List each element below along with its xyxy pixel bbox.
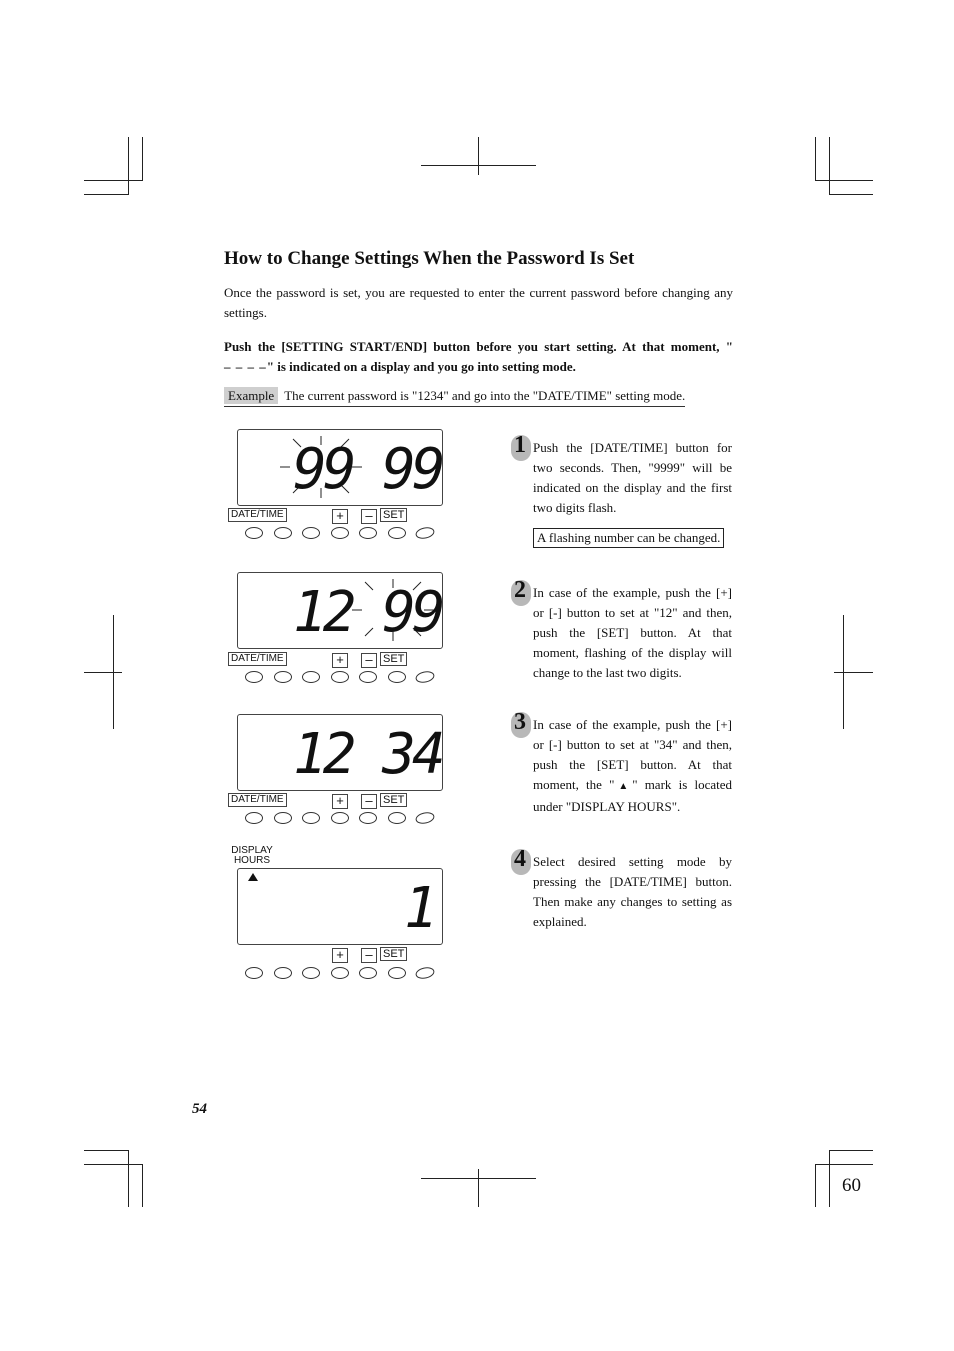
section-title: How to Change Settings When the Password Is Set bbox=[224, 248, 635, 269]
panel-button bbox=[332, 813, 349, 824]
minus-button[interactable]: – bbox=[361, 948, 377, 963]
crop-mark bbox=[421, 1178, 536, 1179]
dash-display: – – – – bbox=[224, 359, 267, 374]
panel-button bbox=[275, 968, 292, 979]
crop-mark bbox=[829, 137, 830, 195]
crop-mark bbox=[128, 1150, 129, 1207]
crop-mark bbox=[815, 180, 873, 181]
crop-mark bbox=[815, 137, 816, 181]
panel-button bbox=[389, 672, 406, 683]
button-row bbox=[244, 966, 444, 980]
panel-button bbox=[389, 968, 406, 979]
panel-button bbox=[360, 968, 377, 979]
crop-mark bbox=[142, 1164, 143, 1207]
step-text: Select desired setting mode by pressing the [DATE/TIME] button. Then make any changes to setting as explained. bbox=[533, 854, 732, 929]
lcd-digits bbox=[238, 430, 442, 505]
lcd-value-text: 12 34 bbox=[293, 722, 442, 787]
flashing-note: A flashing number can be changed. bbox=[533, 528, 724, 548]
set-label: SET bbox=[380, 947, 407, 961]
set-label: SET bbox=[380, 508, 407, 522]
crop-mark bbox=[478, 1169, 479, 1207]
crop-mark bbox=[815, 1164, 873, 1165]
lcd-display bbox=[237, 429, 443, 506]
panel-button bbox=[360, 672, 377, 683]
date-time-label: DATE/TIME bbox=[228, 508, 287, 522]
crop-mark bbox=[478, 137, 479, 175]
lcd-value-text: 12 99 bbox=[293, 580, 442, 645]
crop-mark bbox=[834, 672, 873, 673]
display-hours-line2: HOURS bbox=[233, 855, 271, 866]
button-row bbox=[244, 811, 444, 825]
panel-button bbox=[360, 813, 377, 824]
crop-mark bbox=[829, 1150, 830, 1207]
panel-button bbox=[332, 528, 349, 539]
triangle-mark-icon: ▲ bbox=[614, 781, 633, 792]
panel-button bbox=[332, 672, 349, 683]
lcd-value-text: 1 bbox=[404, 876, 438, 941]
panel-button bbox=[246, 968, 263, 979]
panel-button bbox=[415, 811, 435, 825]
sheet-number: 60 bbox=[842, 1175, 861, 1196]
panel-button bbox=[303, 968, 320, 979]
panel-button bbox=[415, 670, 435, 684]
date-time-label: DATE/TIME bbox=[228, 793, 287, 807]
setting-instruction bbox=[224, 337, 733, 377]
set-label: SET bbox=[380, 793, 407, 807]
panel-button bbox=[246, 672, 263, 683]
crop-mark bbox=[829, 1150, 873, 1151]
lcd-digits bbox=[238, 715, 442, 790]
lcd-display bbox=[237, 868, 443, 945]
display-hours-line1: DISPLAY bbox=[231, 845, 273, 856]
panel-button bbox=[275, 672, 292, 683]
step-text bbox=[533, 715, 732, 817]
step-number: 3 bbox=[508, 709, 532, 739]
step-3-text-before: In case of the example, push the [+] or [-] button to set at "34" and then, push the [SET] button. At that moment, the " bbox=[533, 717, 732, 792]
panel-button bbox=[389, 528, 406, 539]
minus-button[interactable]: – bbox=[361, 653, 377, 668]
panel-button bbox=[389, 813, 406, 824]
step-number: 1 bbox=[508, 432, 532, 462]
lcd-display bbox=[237, 572, 443, 649]
crop-mark bbox=[84, 1150, 129, 1151]
crop-mark bbox=[128, 137, 129, 195]
display-hours-label bbox=[231, 846, 273, 866]
step-number: 2 bbox=[508, 577, 532, 607]
instruction-part1: Push the [SETTING START/END] button before you start setting. At that moment, " bbox=[224, 339, 733, 354]
set-label: SET bbox=[380, 652, 407, 666]
crop-mark bbox=[815, 1164, 816, 1207]
plus-button[interactable]: + bbox=[332, 653, 348, 668]
crop-mark bbox=[84, 180, 142, 181]
intro-paragraph: Once the password is set, you are requested to enter the current password before changing any settings. bbox=[224, 285, 733, 320]
crop-mark bbox=[84, 1164, 142, 1165]
minus-button[interactable]: – bbox=[361, 794, 377, 809]
example-tag: Example bbox=[224, 387, 278, 404]
lcd-display bbox=[237, 714, 443, 791]
panel-button bbox=[332, 968, 349, 979]
minus-button[interactable]: – bbox=[361, 509, 377, 524]
panel-button bbox=[360, 528, 377, 539]
panel-button bbox=[415, 526, 435, 540]
step-text: In case of the example, push the [+] or [-] button to set at "12" and then, push the [SET] button. At that moment, flashing of the display will change to the last two digits. bbox=[533, 585, 732, 680]
crop-mark bbox=[84, 194, 129, 195]
crop-mark bbox=[84, 672, 122, 673]
button-row bbox=[244, 526, 444, 540]
panel-button bbox=[303, 528, 320, 539]
panel-button bbox=[303, 813, 320, 824]
plus-button[interactable]: + bbox=[332, 948, 348, 963]
panel-button bbox=[246, 528, 263, 539]
example-text: The current password is "1234" and go into the "DATE/TIME" setting mode. bbox=[284, 388, 686, 403]
crop-mark bbox=[829, 194, 873, 195]
step-number: 4 bbox=[508, 846, 532, 876]
instruction-part2: " is indicated on a display and you go into setting mode. bbox=[266, 359, 576, 374]
triangle-marker-icon bbox=[248, 873, 258, 881]
panel-button bbox=[246, 813, 263, 824]
plus-button[interactable]: + bbox=[332, 794, 348, 809]
panel-button bbox=[303, 672, 320, 683]
date-time-label: DATE/TIME bbox=[228, 652, 287, 666]
lcd-digits bbox=[238, 869, 442, 944]
lcd-value-text: 99 99 bbox=[293, 437, 442, 502]
step-text: Push the [DATE/TIME] button for two seconds. Then, "9999" will be indicated on the display and the first two digits flash. bbox=[533, 440, 732, 515]
button-row bbox=[244, 670, 444, 684]
crop-mark bbox=[142, 137, 143, 181]
lcd-digits bbox=[238, 573, 442, 648]
panel-button bbox=[415, 966, 435, 980]
crop-mark bbox=[421, 165, 536, 166]
step-3-text-after: " mark is located under "DISPLAY HOURS". bbox=[533, 777, 732, 814]
example-row bbox=[224, 387, 685, 407]
panel-button bbox=[275, 528, 292, 539]
page-number: 54 bbox=[192, 1101, 207, 1117]
plus-button[interactable]: + bbox=[332, 509, 348, 524]
panel-button bbox=[275, 813, 292, 824]
